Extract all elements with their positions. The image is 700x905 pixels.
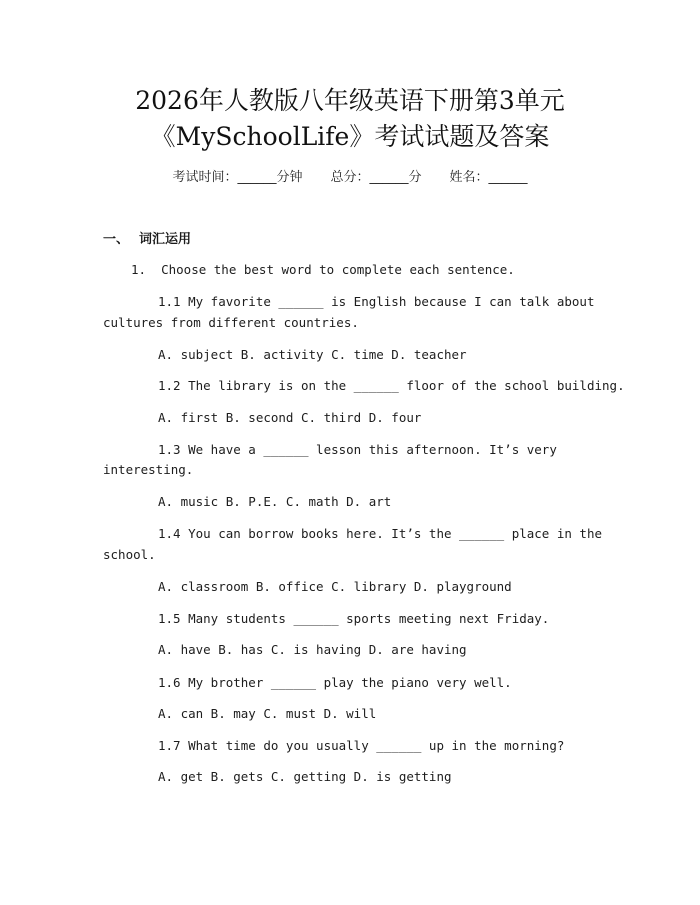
question-1-2-text: 1.2 The library is on the ______ floor of the school building.: [158, 378, 625, 393]
question-1-1-text: 1.1 My favorite ______ is English because I can talk about: [158, 294, 595, 309]
section-title: 词汇运用: [139, 232, 192, 247]
question-1-1-options: A. subject B. activity C. time D. teacher: [158, 347, 467, 362]
question-1-3-options: A. music B. P.E. C. math D. art: [158, 494, 392, 509]
section-number: 一、: [103, 232, 130, 247]
total-score-field: 总分：______分: [330, 170, 422, 185]
exam-meta-row: [0, 168, 700, 188]
question-1-1-text-cont: cultures from different countries.: [103, 315, 359, 330]
student-name-field: 姓名：______: [449, 170, 528, 185]
question-1-4-options: A. classroom B. office C. library D. playground: [158, 579, 512, 594]
question-1-7-text: 1.7 What time do you usually ______ up in the morning?: [158, 738, 565, 753]
question-1-5-text: 1.5 Many students ______ sports meeting next Friday.: [158, 611, 550, 626]
question-1-7-options: A. get B. gets C. getting D. is getting: [158, 769, 452, 784]
page-title-line-2: 《MySchoolLife》考试试题及答案: [150, 122, 550, 151]
question-1-6-text: 1.6 My brother ______ play the piano very well.: [158, 675, 512, 690]
question-1-4-text-cont: school.: [103, 547, 156, 562]
question-1-3-text-cont: interesting.: [103, 462, 194, 477]
exam-time-field: 考试时间：______分钟: [172, 170, 303, 185]
question-1-6-options: A. can B. may C. must D. will: [158, 706, 377, 721]
section-heading: [103, 230, 191, 250]
question-1-4-text: 1.4 You can borrow books here. It’s the ______ place in the: [158, 526, 603, 541]
page-title-line-1: 2026年人教版八年级英语下册第3单元: [135, 86, 565, 115]
question-1-2-options: A. first B. second C. third D. four: [158, 410, 422, 425]
question-1-3-text: 1.3 We have a ______ lesson this afternoon. It’s very: [158, 442, 557, 457]
question-instruction: 1. Choose the best word to complete each sentence.: [131, 262, 515, 277]
question-1-5-options: A. have B. has C. is having D. are having: [158, 642, 467, 657]
